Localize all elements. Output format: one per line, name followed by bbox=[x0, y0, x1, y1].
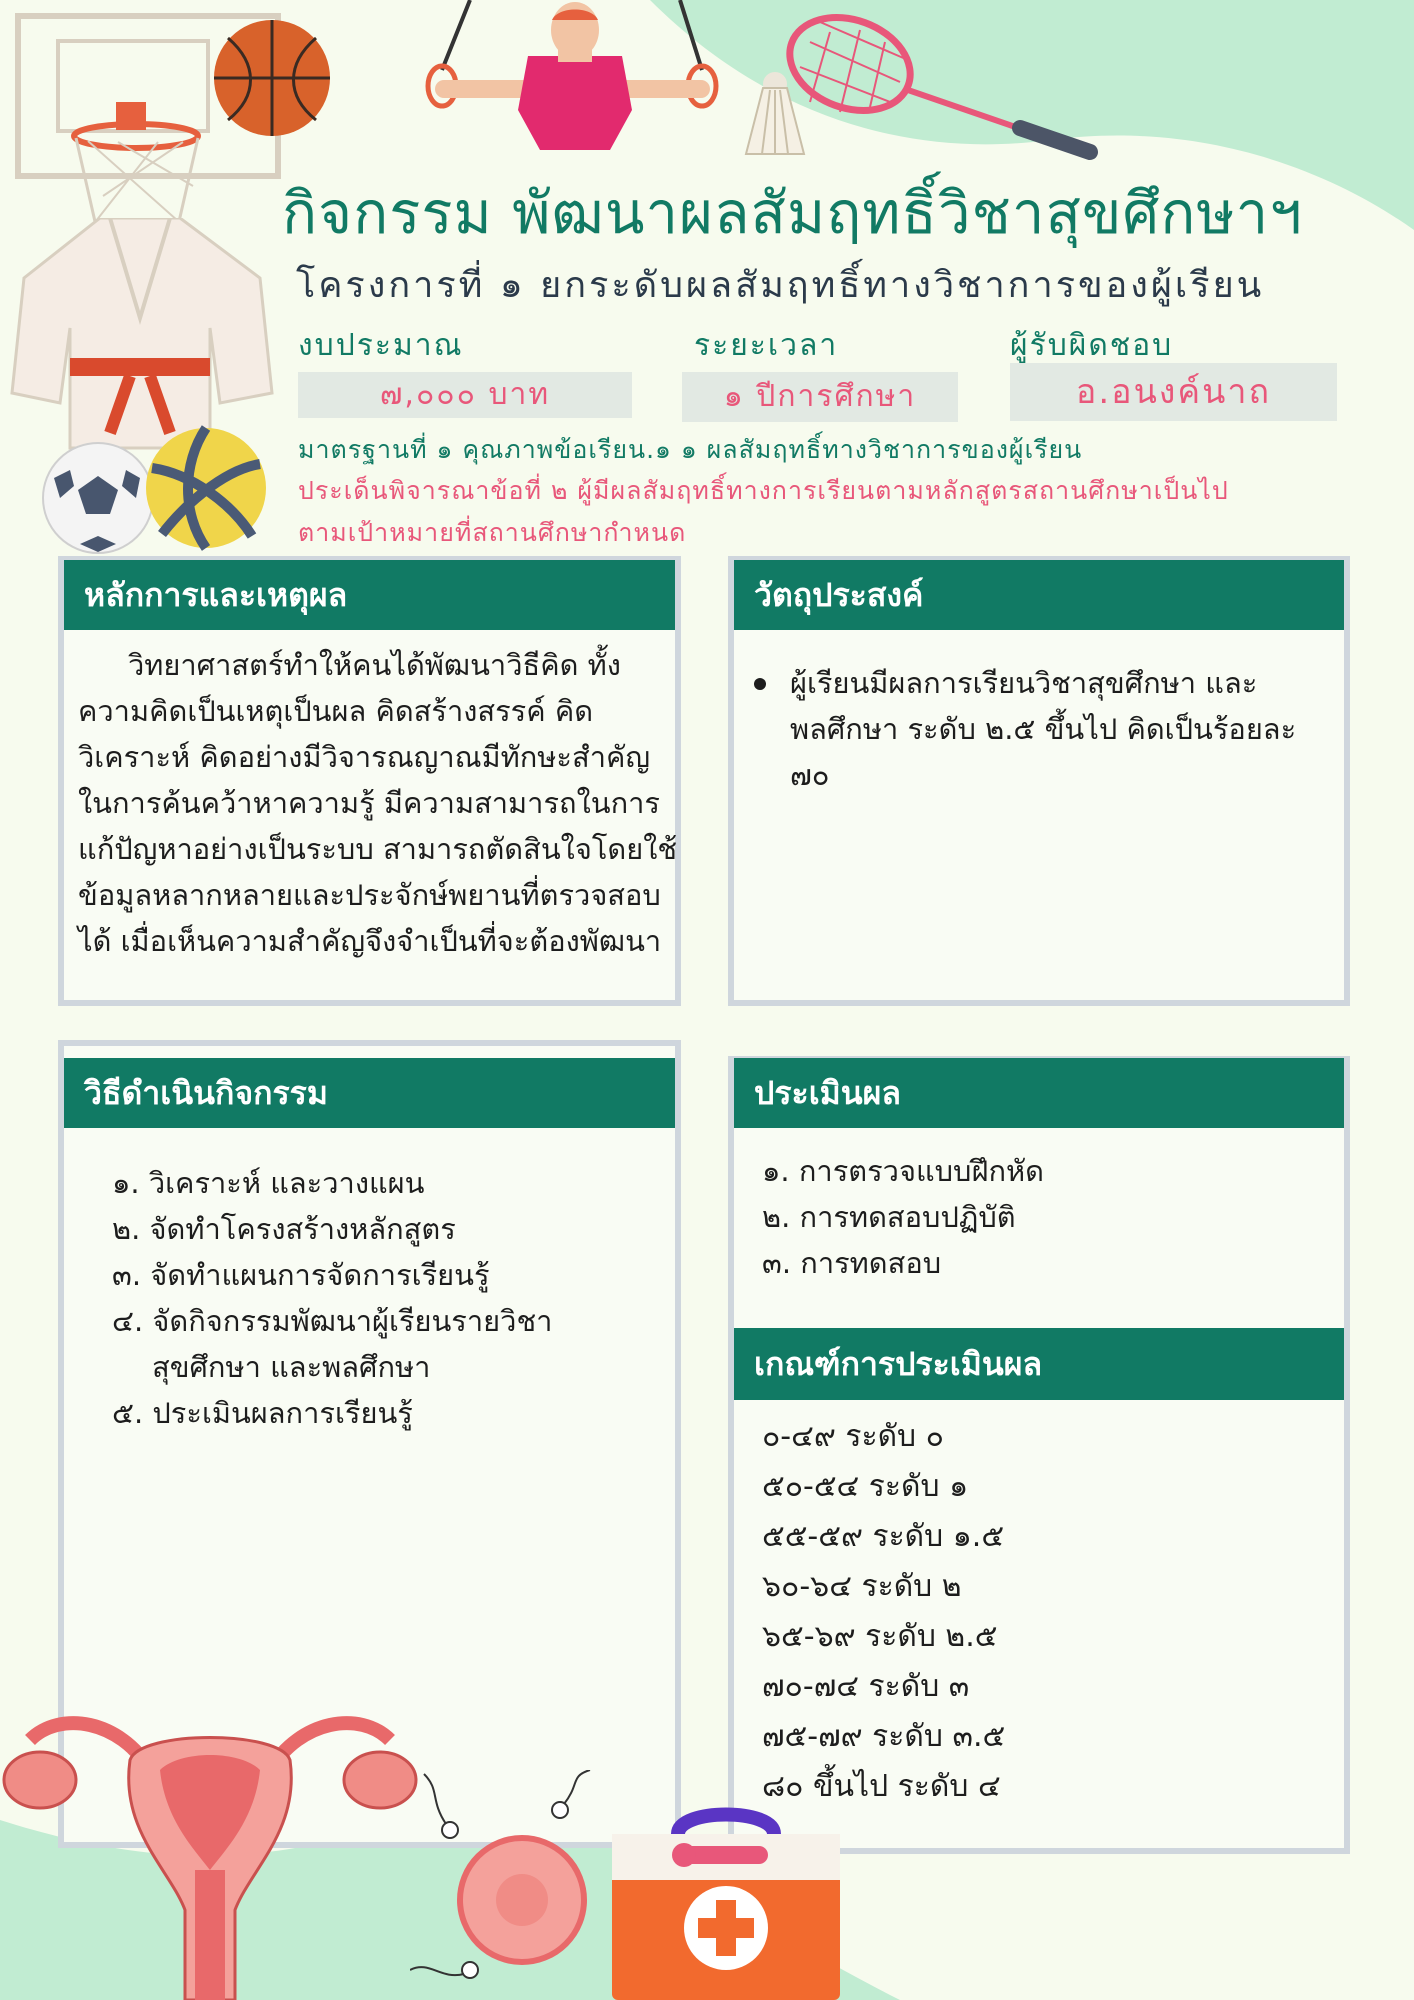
criteria-item: ๖๐-๖๔ ระดับ ๒ bbox=[762, 1569, 962, 1604]
standard-text: มาตรฐานที่ ๑ คุณภาพข้อเรียน.๑ ๑ ผลสัมฤทธิ์ทางวิชาการของผู้เรียน bbox=[298, 435, 1083, 464]
criteria-list bbox=[762, 1412, 1322, 1812]
badminton-racket-icon bbox=[780, 12, 1100, 162]
evaluation-item: ๑. การตรวจแบบฝึกหัด bbox=[762, 1154, 1044, 1188]
methods-heading: วิธีดำเนินกิจกรรม bbox=[64, 1058, 675, 1128]
methods-step: ๓. จัดทำแผนการจัดการเรียนรู้ bbox=[112, 1258, 490, 1292]
principles-heading: หลักการและเหตุผล bbox=[64, 560, 675, 630]
criteria-item: ๗๕-๗๙ ระดับ ๓.๕ bbox=[762, 1719, 1006, 1754]
duration-label: ระยะเวลา bbox=[694, 328, 839, 363]
basketball-icon bbox=[210, 16, 334, 140]
evaluation-list bbox=[762, 1148, 1322, 1286]
evaluation-item: ๒. การทดสอบปฏิบัติ bbox=[762, 1200, 1016, 1234]
issue-line-1: ประเด็นพิจารณาข้อที่ ๒ ผู้มีผลสัมฤทธิ์ทางการเรียนตามหลักสูตรสถานศึกษาเป็นไป bbox=[298, 476, 1229, 505]
budget-label: งบประมาณ bbox=[298, 328, 464, 363]
criteria-item: ๕๕-๕๙ ระดับ ๑.๕ bbox=[762, 1519, 1005, 1554]
owner-label: ผู้รับผิดชอบ bbox=[1010, 328, 1174, 363]
page-title: กิจกรรม พัฒนาผลสัมฤทธิ์วิชาสุขศึกษาฯ bbox=[282, 179, 1303, 247]
objective-heading: วัตถุประสงค์ bbox=[734, 560, 1344, 630]
objective-bullet-icon bbox=[754, 678, 766, 690]
sperm-egg-icon bbox=[410, 1770, 610, 2000]
criteria-item: ๘๐ ขึ้นไป ระดับ ๔ bbox=[762, 1769, 1001, 1804]
judo-uniform-icon bbox=[10, 218, 280, 458]
duration-value: ๑ ปีการศึกษา bbox=[682, 372, 958, 422]
gymnast-rings-icon bbox=[410, 0, 740, 180]
objective-item: ผู้เรียนมีผลการเรียนวิชาสุขศึกษา และพลศึกษา ระดับ ๒.๕ ขึ้นไป คิดเป็นร้อยละ ๗๐ bbox=[790, 666, 1297, 792]
criteria-heading: เกณฑ์การประเมินผล bbox=[734, 1328, 1344, 1400]
project-name: โครงการที่ ๑ ยกระดับผลสัมฤทธิ์ทางวิชาการของผู้เรียน bbox=[296, 265, 1265, 306]
uterus-anatomy-icon bbox=[0, 1700, 420, 2000]
methods-step: ๕. ประเมินผลการเรียนรู้ bbox=[112, 1396, 413, 1430]
first-aid-kit-icon bbox=[608, 1804, 844, 2000]
methods-step: ๒. จัดทำโครงสร้างหลักสูตร bbox=[112, 1212, 456, 1246]
criteria-item: ๐-๔๙ ระดับ ๐ bbox=[762, 1419, 944, 1454]
principles-body: วิทยาศาสตร์ทำให้คนได้พัฒนาวิธีคิด ทั้งความคิดเป็นเหตุเป็นผล คิดสร้างสรรค์ คิดวิเคราะห์ คิดอย่างมีวิจารณญาณมีทักษะสำคัญในการค้นคว้าหาความรู้ มีความสามารถในการแก้ปัญหาอย่างเป็นระบบ สามารถตัดสินใจโดยใช้ข้อมูลหลากหลายและประจักษ์พยานที่ตรวจสอบได้ เมื่อเห็นความสำคัญจึงจำเป็นที่จะต้องพัฒนา bbox=[78, 648, 678, 958]
criteria-item: ๖๕-๖๙ ระดับ ๒.๕ bbox=[762, 1619, 998, 1654]
evaluation-item: ๓. การทดสอบ bbox=[762, 1246, 942, 1280]
issue-line-2: ตามเป้าหมายที่สถานศึกษากำหนด bbox=[298, 518, 687, 547]
issue-text bbox=[298, 470, 1358, 554]
criteria-item: ๕๐-๕๔ ระดับ ๑ bbox=[762, 1469, 969, 1504]
methods-step: ๔. จัดกิจกรรมพัฒนาผู้เรียนรายวิชา bbox=[112, 1304, 553, 1338]
budget-value: ๗,๐๐๐ บาท bbox=[298, 372, 632, 418]
volleyball-icon bbox=[142, 424, 272, 554]
methods-step: สุขศึกษา และพลศึกษา bbox=[152, 1350, 431, 1384]
methods-list bbox=[112, 1160, 672, 1436]
evaluation-heading: ประเมินผล bbox=[734, 1058, 1344, 1128]
owner-value: อ.อนงค์นาถ bbox=[1010, 363, 1337, 421]
methods-step: ๑. วิเคราะห์ และวางแผน bbox=[112, 1166, 425, 1200]
criteria-item: ๗๐-๗๔ ระดับ ๓ bbox=[762, 1669, 970, 1704]
